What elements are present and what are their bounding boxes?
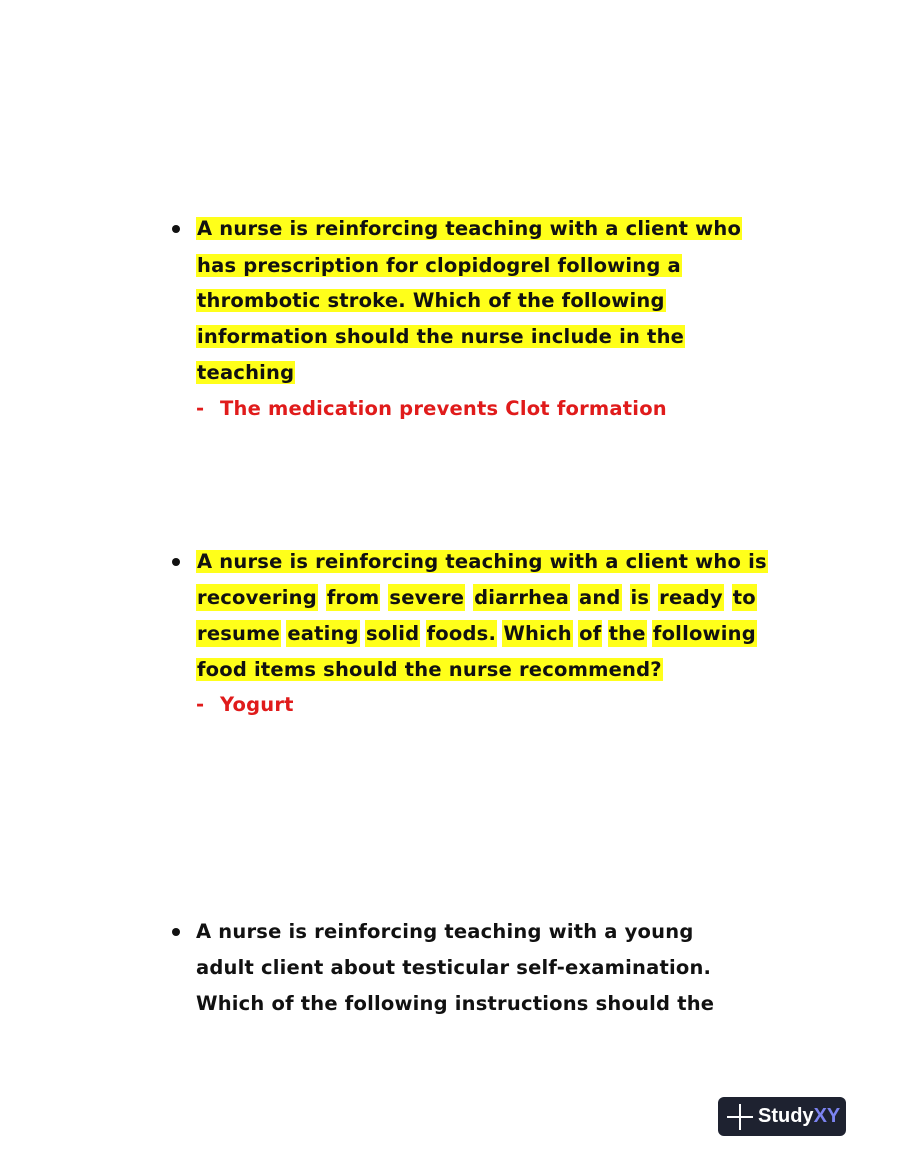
word: ready: [659, 586, 723, 609]
highlighted-text: A nurse is reinforcing teaching with a client who: [197, 217, 742, 240]
highlighted-text: information should the nurse include in the: [197, 325, 685, 348]
word: of: [579, 622, 602, 645]
bullet-icon: [172, 558, 180, 566]
answer-marker: -: [196, 693, 205, 716]
question-2-line-1: [196, 548, 768, 575]
question-1-answer: The medication prevents Clot formation: [220, 397, 667, 420]
word: and: [578, 586, 621, 609]
bullet-icon: [172, 928, 180, 936]
question-1-line-5: [196, 359, 295, 386]
question-1-line-2: [196, 252, 682, 279]
word: resume: [197, 622, 281, 645]
question-3-line-1: A nurse is reinforcing teaching with a young: [196, 920, 694, 943]
question-3-line-2: adult client about testicular self-examination.: [196, 956, 712, 979]
word: to: [732, 586, 756, 609]
word: diarrhea: [474, 586, 570, 609]
word: following: [652, 622, 756, 645]
word: Which: [503, 622, 572, 645]
word: is: [630, 586, 650, 609]
highlighted-text: thrombotic stroke. Which of the following: [197, 289, 665, 312]
studyxy-logo[interactable]: [718, 1097, 846, 1136]
question-1-line-4: [196, 323, 685, 350]
word: from: [326, 586, 380, 609]
answer-marker: -: [196, 397, 205, 420]
highlighted-text: A nurse is reinforcing teaching with a client who is: [197, 550, 767, 573]
word: foods.: [426, 622, 497, 645]
plus-icon: [727, 1104, 753, 1130]
word: solid: [366, 622, 420, 645]
highlighted-text: has prescription for clopidogrel following a: [197, 254, 681, 277]
word: the: [608, 622, 646, 645]
word: eating: [287, 622, 359, 645]
bullet-icon: [172, 225, 180, 233]
brand-name-part-2: XY: [813, 1105, 841, 1127]
question-1-line-3: [196, 287, 666, 314]
brand-name: [758, 1104, 840, 1128]
question-2-line-2: [196, 584, 757, 611]
question-1-line-1: [196, 215, 742, 242]
brand-name-part-1: Study: [758, 1105, 814, 1127]
question-2-answer: Yogurt: [220, 693, 294, 716]
question-2-line-4: [196, 656, 663, 683]
word: recovering: [197, 586, 317, 609]
highlighted-text: food items should the nurse recommend?: [197, 658, 662, 681]
question-2-line-3: [196, 620, 757, 647]
word: severe: [389, 586, 465, 609]
highlighted-text: teaching: [197, 361, 295, 384]
question-3-line-3: Which of the following instructions should the: [196, 992, 715, 1015]
